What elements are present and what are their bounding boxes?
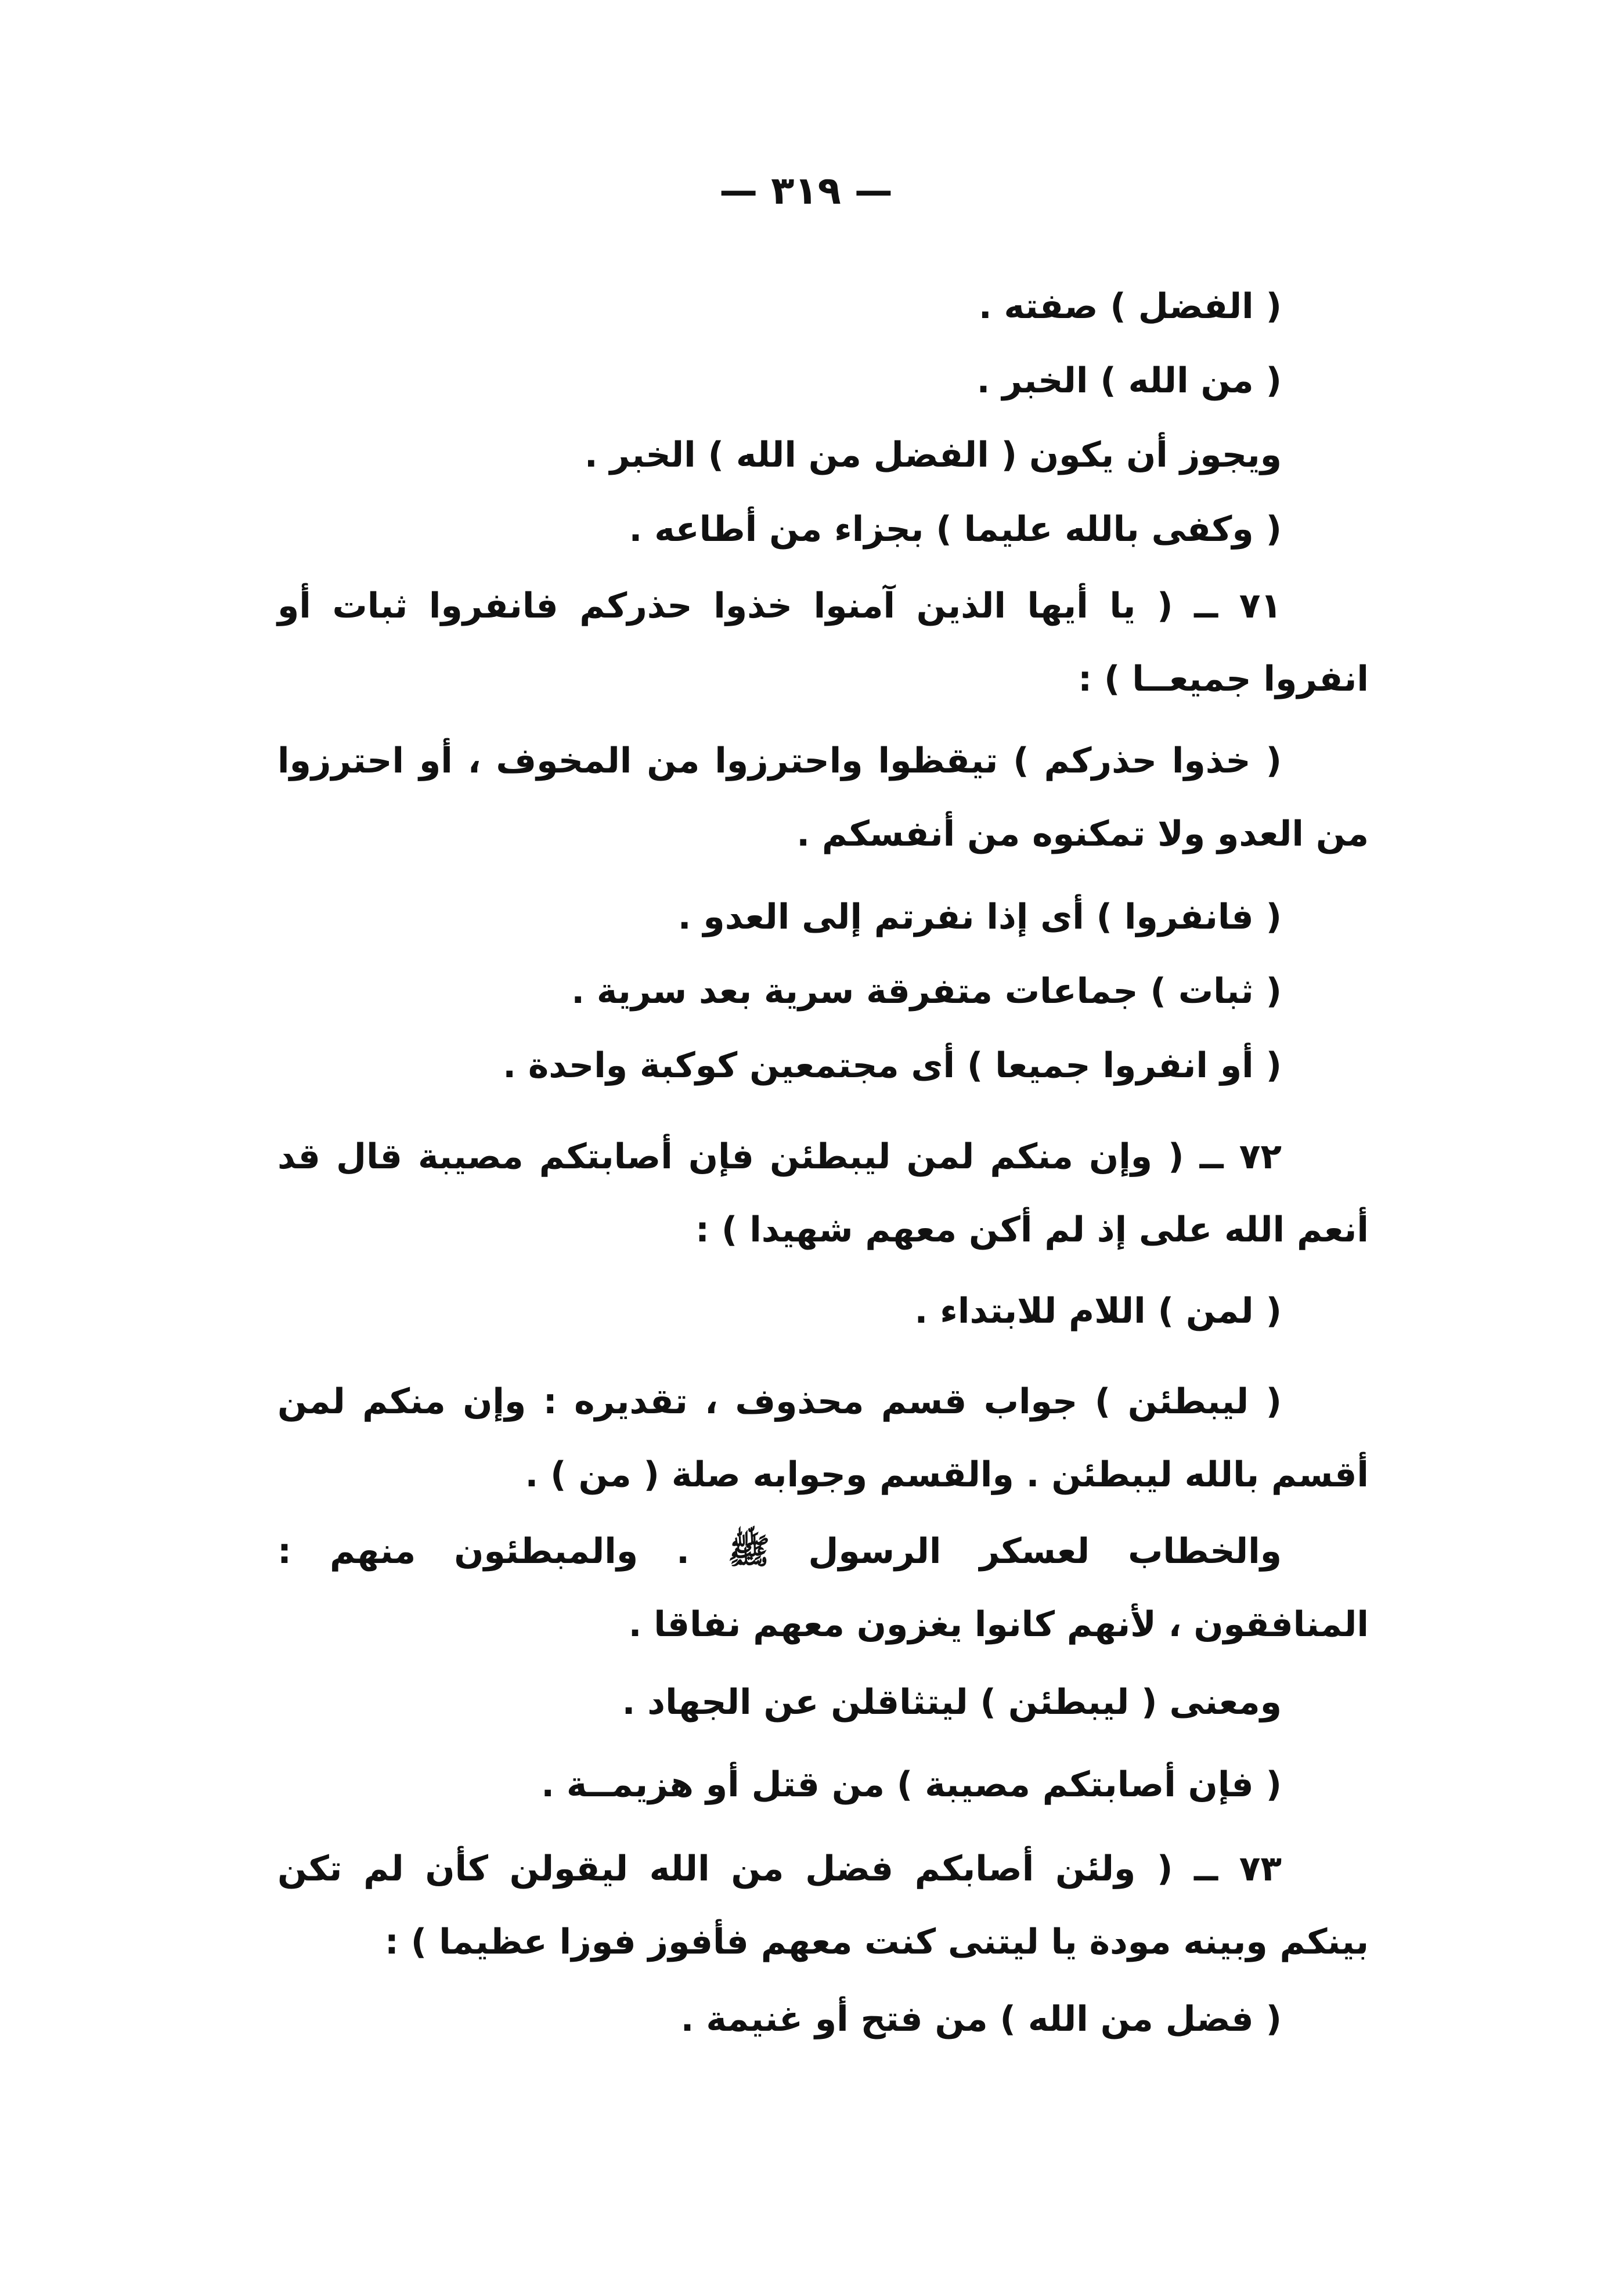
page-number: — ٣١٩ — [719, 168, 893, 213]
paragraph: ( وكفى بالله عليما ) بجزاء من أطاعه . [629, 509, 1282, 550]
paragraph: ( ليبطئن ) جواب قسم محذوف ، تقديره : وإن منكم لمن أقسم بالله ليبطئن . والقسم وجوابه صلة ( من ) . [277, 1381, 1369, 1495]
paragraph: ( أو انفروا جميعا ) أى مجتمعين كوكبة واحدة . [503, 1045, 1282, 1086]
paragraph: ( الفضل ) صفته . [978, 286, 1282, 327]
paragraph: ( فانفروا ) أى إذا نفرتم إلى العدو . [677, 897, 1282, 937]
paragraph: والخطاب لعسكر الرسول ﷺ . والمبطئون منهم : المنافقون ، لأنهم كانوا يغزون معهم نفاقا . [277, 1531, 1369, 1645]
paragraph: ( من الله ) الخبر . [976, 360, 1282, 401]
paragraph: ومعنى ( ليبطئن ) ليتثاقلن عن الجهاد . [622, 1682, 1282, 1723]
verse-heading: ٧٢ ــ ( وإن منكم لمن ليبطئن فإن أصابتكم مصيبة قال قد أنعم الله على إذ لم أكن معهم شهيدا ) : [277, 1136, 1369, 1250]
paragraph: ( فضل من الله ) من فتح أو غنيمة . [680, 1999, 1282, 2039]
verse-heading: ٧٣ ــ ( ولئن أصابكم فضل من الله ليقولن كأن لم تكن بينكم وبينه مودة يا ليتنى كنت معهم فأفوز فوزا عظيما ) : [277, 1849, 1369, 1962]
paragraph: ( ثبات ) جماعات متفرقة سرية بعد سرية . [571, 971, 1282, 1012]
verse-heading: ٧١ ــ ( يا أيها الذين آمنوا خذوا حذركم فانفروا ثبات أو انفروا جميعــا ) : [277, 586, 1369, 699]
paragraph: ( لمن ) اللام للابتداء . [914, 1291, 1282, 1331]
paragraph: ويجوز أن يكون ( الفضل من الله ) الخبر . [584, 435, 1282, 475]
paragraph: ( فإن أصابتكم مصيبة ) من قتل أو هزيمــة . [541, 1764, 1282, 1805]
paragraph: ( خذوا حذركم ) تيقظوا واحترزوا من المخوف ، أو احترزوا من العدو ولا تمكنوه من أنفسكم . [277, 741, 1369, 854]
